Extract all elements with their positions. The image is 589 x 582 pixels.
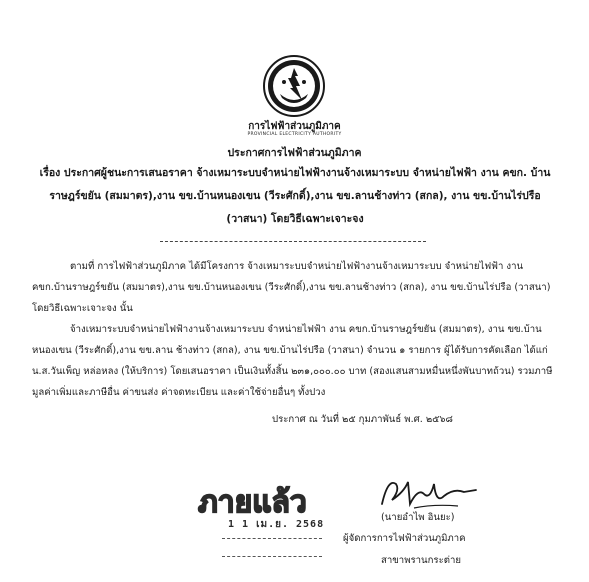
section-divider [160, 241, 426, 242]
pea-logo-emblem [262, 54, 326, 118]
announcement-date: ประกาศ ณ วันที่ ๒๕ กุมภาพันธ์ พ.ศ. ๒๕๖๘ [272, 414, 453, 425]
body-paragraph-2 [32, 319, 562, 403]
received-stamp-date: 1 1 เม.ย. 2568 [228, 519, 325, 530]
pea-emblem-icon [262, 54, 326, 118]
signatory-title: ผู้จัดการการไฟฟ้าส่วนภูมิภาค [343, 533, 466, 544]
received-stamp-word: ภายแล้ว [198, 485, 307, 520]
body-paragraph-1-text: ตามที่ การไฟฟ้าส่วนภูมิภาค ได้มีโครงการ จ้างเหมาระบบจำหน่ายไฟฟ้างานจ้างเหมาระบบ จำหน่ายไฟฟ้า งาน คขก.บ้านราษฎร์ขยัน (สมมาตร),งาน ขข.บ้านหนองเขน (วีระศักดิ์),งาน ขข.ลานช้างท่าว (สกล), งาน ขข.บ้านไร่ปรือ (วาสนา) โดยวิธีเฉพาะเจาะจง นั้น [32, 261, 551, 314]
stamp-line-1 [222, 538, 322, 539]
body-paragraph-1 [32, 256, 562, 319]
stamp-line-2 [222, 556, 322, 557]
handwritten-signature [374, 474, 484, 514]
signatory-branch: สาขาพรานกระต่าย [381, 555, 461, 566]
organization-name-thai: การไฟฟ้าส่วนภูมิภาค [248, 121, 341, 132]
organization-name-english: PROVINCIAL ELECTRICITY AUTHORITY [247, 132, 342, 137]
announcement-subject: เรื่อง ประกาศผู้ชนะการเสนอราคา จ้างเหมาระบบจำหน่ายไฟฟ้างานจ้างเหมาระบบ จำหน่ายไฟฟ้า งาน คขก. บ้านราษฎร์ขยัน (สมมาตร),งาน ขข.บ้านหนองเขน (วีระศักดิ์),งาน ขข.ลานช้างท่าว (สกล), งาน ขข.บ้านไร่ปรือ (วาสนา) โดยวิธีเฉพาะเจาะจง [39, 167, 551, 225]
signatory-name: (นายอำไพ อินยะ) [381, 512, 455, 523]
signature-graphic [374, 474, 484, 514]
body-paragraph-2-text: จ้างเหมาระบบจำหน่ายไฟฟ้างานจ้างเหมาระบบ จำหน่ายไฟฟ้า งาน คขก.บ้านราษฎร์ขยัน (สมมาตร), งาน ขข.บ้านหนองเขน (วีระศักดิ์),งาน ขข.ลาน ช้างท่าว (สกล), งาน ขข.บ้านไร่ปรือ (วาสนา) จำนวน ๑ รายการ ผู้ได้รับการคัดเลือก ได้แก่ น.ส.วันเพ็ญ หล่อหลง (ให้บริการ) โดยเสนอราคา เป็นเงินทั้งสิ้น ๒๓๑,๐๐๐.๐๐ บาท (สองแสนสามหมื่นหนึ่งพันบาทถ้วน) รวมภาษีมูลค่าเพิ่มและภาษีอื่น ค่าขนส่ง ค่าจดทะเบียน และค่าใช้จ่ายอื่นๆ ทั้งปวง [32, 324, 553, 398]
announcement-heading: ประกาศการไฟฟ้าส่วนภูมิภาค [227, 147, 362, 159]
